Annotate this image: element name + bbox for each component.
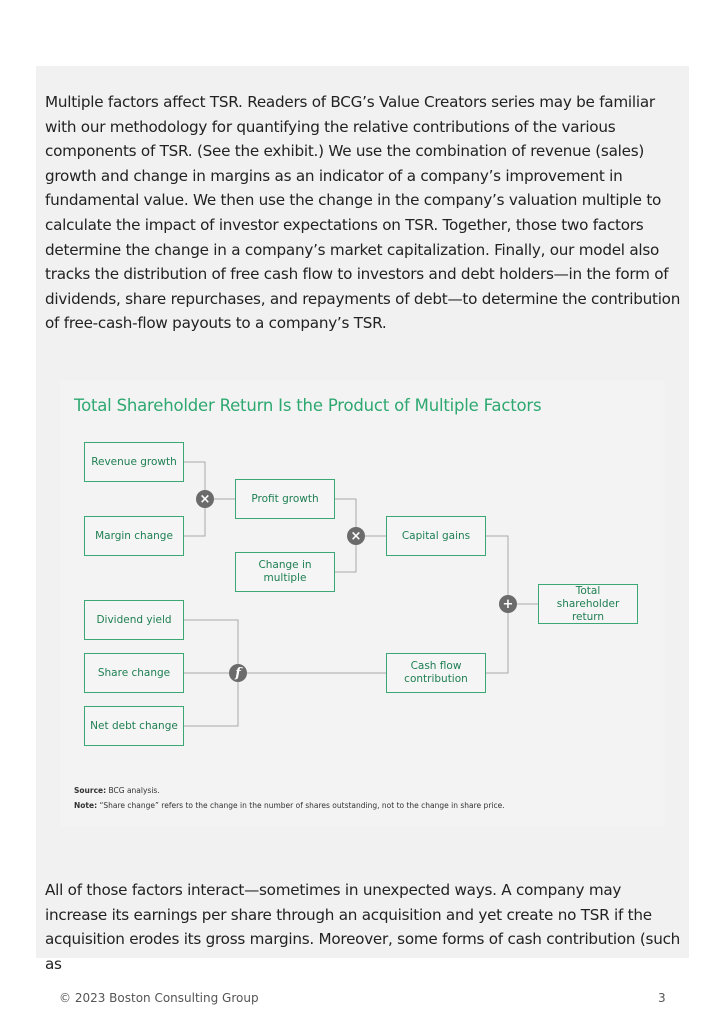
footer-copyright: © 2023 Boston Consulting Group [59,991,259,1005]
body-paragraph-2: All of those factors interact—sometimes in unexpected ways. A company may increase its earnings per share through an acquisition and yet create no TSR if the acquisition erodes its gross margins. Moreover, some forms of cash contribution (such as [45,881,681,973]
page-number: 3 [658,991,666,1005]
box-net-debt-change: Net debt change [84,706,184,746]
box-dividend-yield: Dividend yield [84,600,184,640]
plus-operator-icon: + [499,595,517,613]
multiply-operator-icon-2: × [347,527,365,545]
box-profit-growth: Profit growth [235,479,335,519]
exhibit-title: Total Shareholder Return Is the Product of Multiple Factors [74,396,542,415]
body-paragraph-1: Multiple factors affect TSR. Readers of BCG’s Value Creators series may be familiar with our methodology for quantifying the relative contributions of the various components of TSR. (See the exhibit.) We use the combination of revenue (sales) growth and change in margins as an indicator of a company’s improvement in fundamental value. We then use the change in the company’s valuation multiple to calculate the impact of investor expectations on TSR. Together, those two factors determine the change in a company’s market capitalization. Finally, our model also tracks the distribution of free cash flow to investors and debt holders—in the form of dividends, share repurchases, and repayments of debt—to determine the contribution of free-cash-flow payouts to a company’s TSR. [45,93,681,333]
multiply-operator-icon: × [196,490,214,508]
exhibit-note [74,801,505,810]
box-revenue-growth: Revenue growth [84,442,184,482]
source-text: BCG analysis. [108,786,160,795]
box-change-in-multiple: Change in multiple [235,552,335,592]
box-capital-gains: Capital gains [386,516,486,556]
box-margin-change: Margin change [84,516,184,556]
note-label: Note: [74,801,98,810]
box-share-change: Share change [84,653,184,693]
source-label: Source: [74,786,107,795]
note-text: “Share change” refers to the change in the number of shares outstanding, not to the change in share price. [99,801,505,810]
box-cash-flow-contribution: Cash flow contribution [386,653,486,693]
box-total-shareholder-return: Total shareholder return [538,584,638,624]
function-operator-icon: f [229,664,247,682]
exhibit-source [74,786,160,795]
